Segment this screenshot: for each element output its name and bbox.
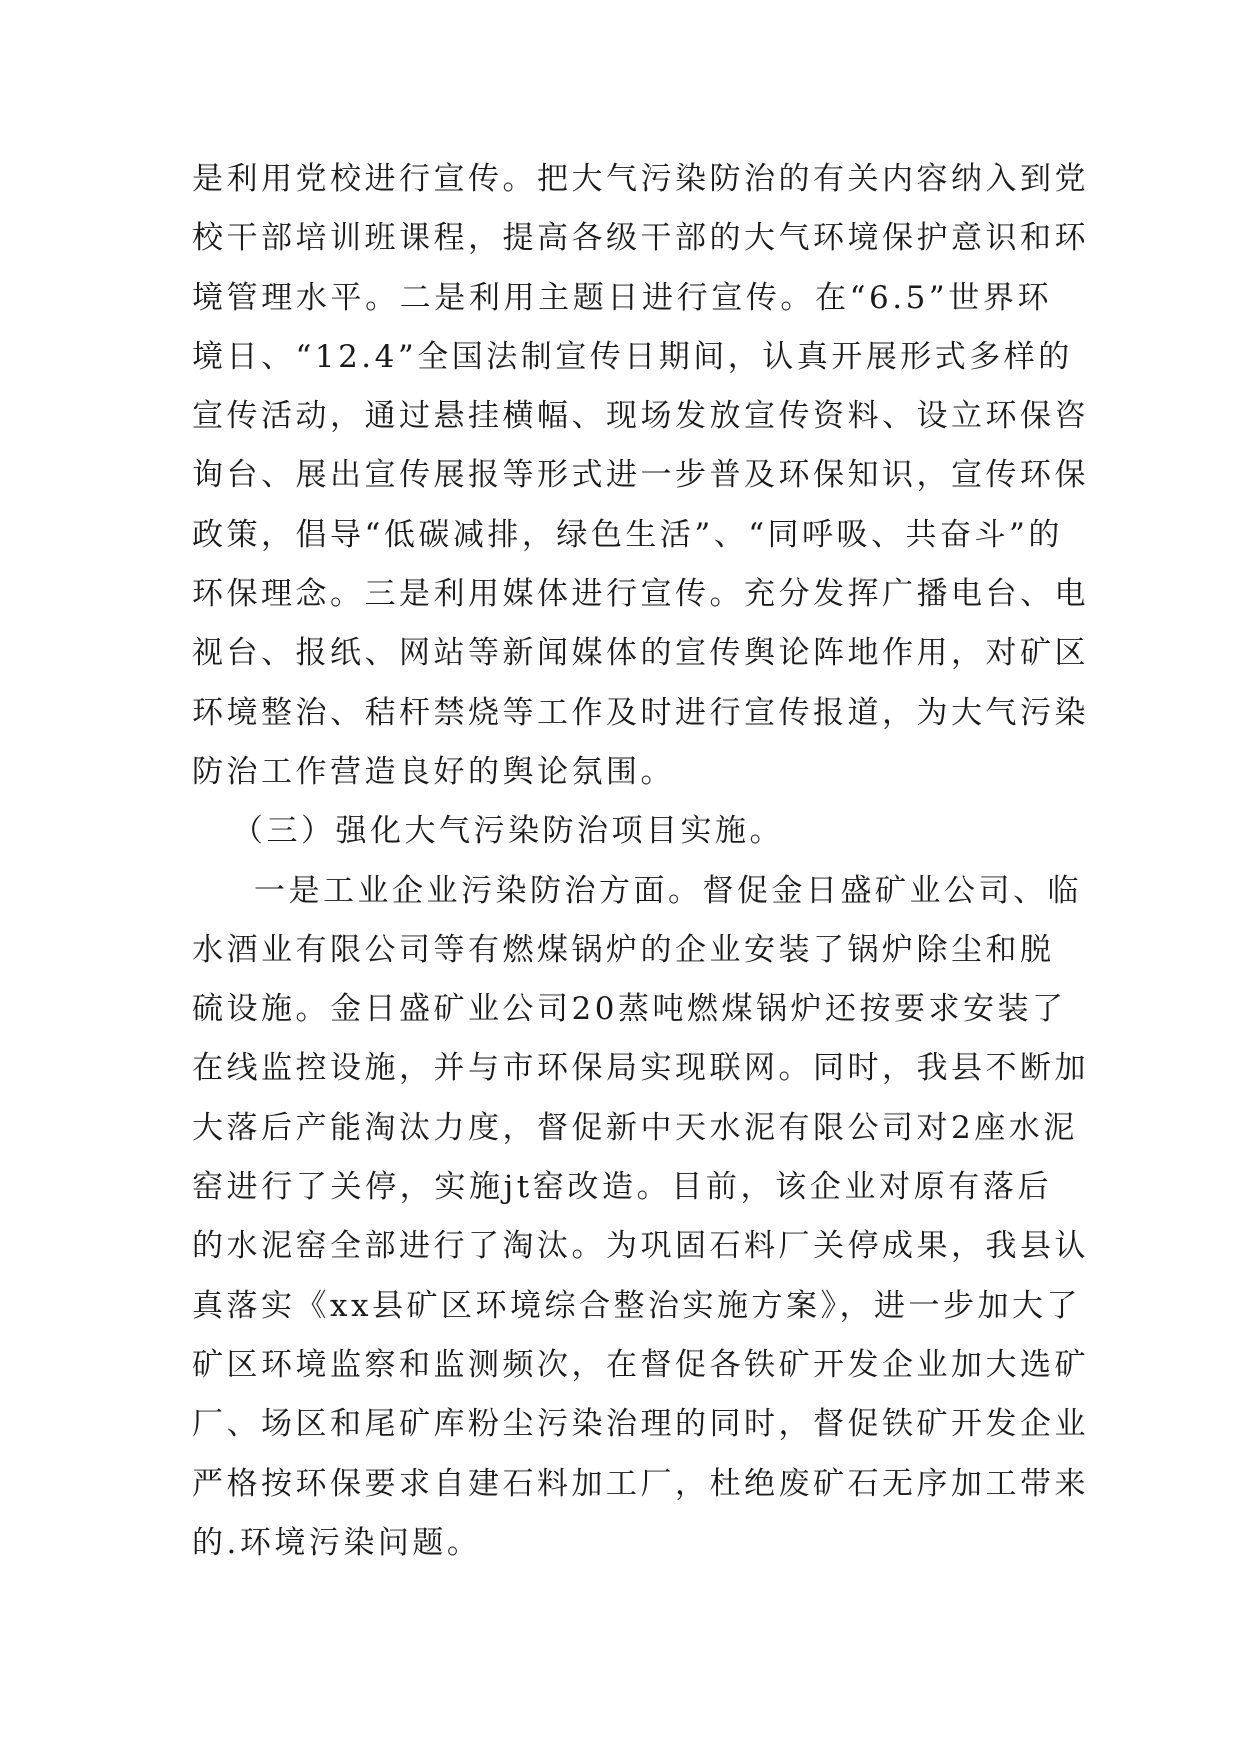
text-line: 询台、展出宣传展报等形式进一步普及环保知识，宣传环保 <box>192 457 1089 494</box>
text-line: 环境整治、秸杆禁烧等工作及时进行宣传报道，为大气污染 <box>192 694 1089 731</box>
text-line: 校干部培训班课程，提高各级干部的大气环境保护意识和环 <box>192 220 1089 257</box>
text-line: 厂、场区和尾矿库粉尘污染治理的同时，督促铁矿开发企业 <box>192 1406 1089 1443</box>
text-line: 严格按环保要求自建石料加工厂，杜绝废矿石无序加工带来 <box>192 1465 1089 1502</box>
text-line: 硫设施。金日盛矿业公司20蒸吨燃煤锅炉还按要求安装了 <box>192 991 1067 1028</box>
text-line: 的水泥窑全部进行了淘汰。为巩固石料厂关停成果，我县认 <box>192 1228 1089 1265</box>
text-line: 防治工作营造良好的舆论氛围。 <box>192 753 675 790</box>
text-line: 水酒业有限公司等有燃煤锅炉的企业安装了锅炉除尘和脱 <box>192 931 1055 968</box>
text-line: 宣传活动，通过悬挂横幅、现场发放宣传资料、设立环保咨 <box>192 398 1089 435</box>
text-line: 大落后产能淘汰力度，督促新中天水泥有限公司对2座水泥 <box>192 1109 1078 1146</box>
text-line: 在线监控设施，并与市环保局实现联网。同时，我县不断加 <box>192 1050 1089 1087</box>
text-line: 境管理水平。二是利用主题日进行宣传。在“6.5”世界环 <box>192 279 1052 316</box>
text-line: 真落实《xx县矿区环境综合整治实施方案》，进一步加大了 <box>192 1287 1081 1324</box>
text-line: 一是工业企业污染防治方面。督促金日盛矿业公司、临 <box>254 872 1082 909</box>
text-line: 视台、报纸、网站等新闻媒体的宣传舆论阵地作用，对矿区 <box>192 635 1089 672</box>
section-heading: （三）强化大气污染防治项目实施。 <box>232 813 784 850</box>
text-line: 窑进行了关停，实施jt窑改造。目前，该企业对原有落后 <box>192 1169 1052 1206</box>
text-line: 政策，倡导“低碳减排，绿色生活”、“同呼吸、共奋斗”的 <box>192 516 1063 553</box>
text-line: 是利用党校进行宣传。把大气污染防治的有关内容纳入到党 <box>192 161 1089 197</box>
text-line: 的.环境污染问题。 <box>192 1524 482 1561</box>
text-line: 境日、“12.4”全国法制宣传日期间，认真开展形式多样的 <box>192 338 1073 375</box>
text-line: 矿区环境监察和监测频次，在督促各铁矿开发企业加大选矿 <box>192 1346 1089 1383</box>
text-line: 环保理念。三是利用媒体进行宣传。充分发挥广播电台、电 <box>192 576 1089 613</box>
document-body <box>192 150 1089 1573</box>
